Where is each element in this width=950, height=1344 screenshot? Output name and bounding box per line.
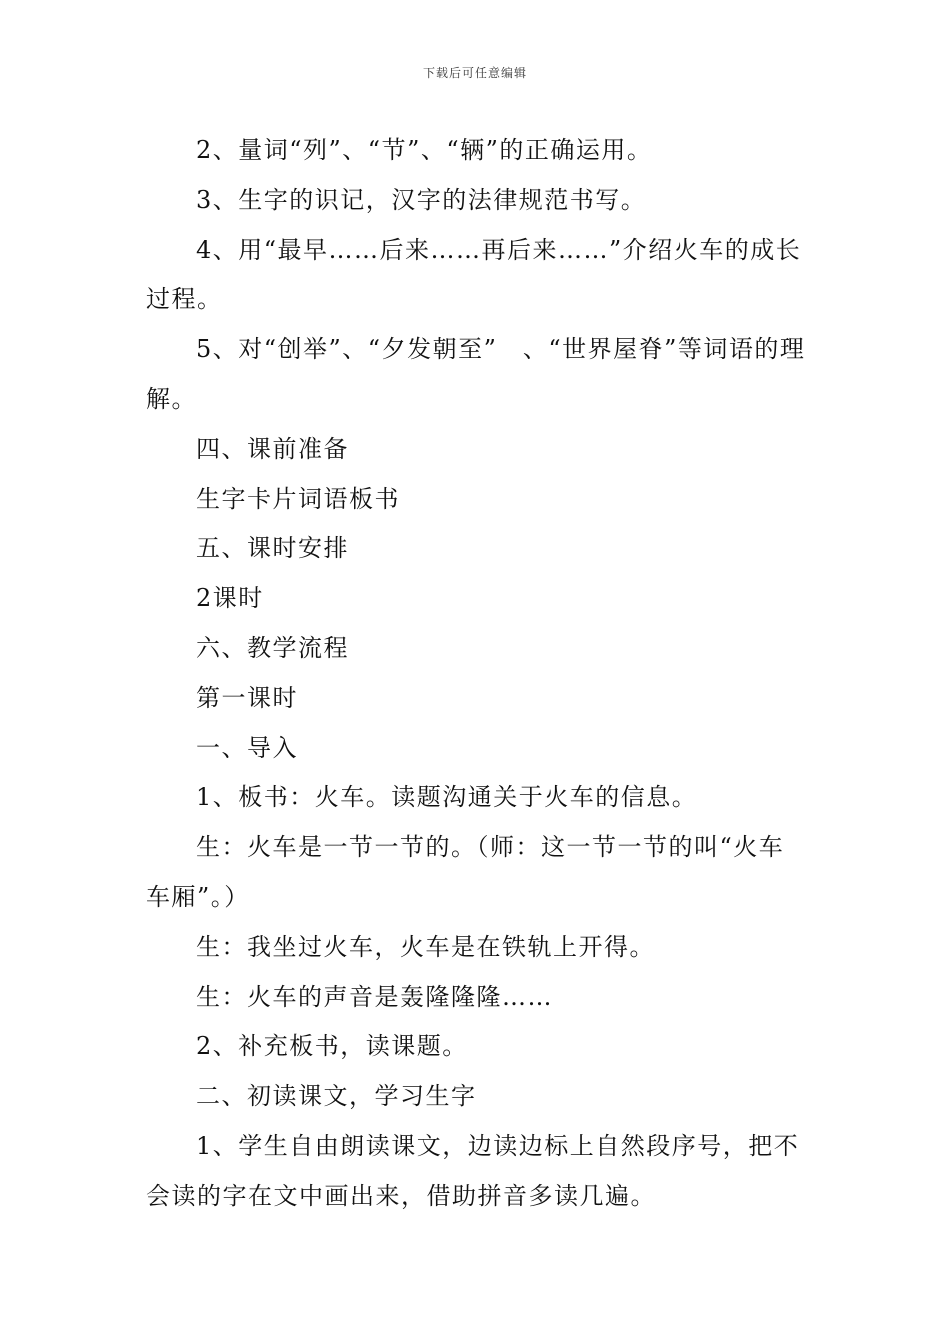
section-heading: 一、导入 bbox=[196, 733, 298, 762]
paragraph: 5、对“创举”、“夕发朝至” 、“世界屋脊”等词语的理解。 bbox=[146, 335, 806, 413]
paragraph: 生：火车是一节一节的。（师：这一节一节的叫“火车车厢”。） bbox=[146, 833, 785, 911]
document-body bbox=[146, 126, 806, 1222]
section-heading: 六、教学流程 bbox=[196, 633, 349, 662]
paragraph: 生字卡片词语板书 bbox=[196, 484, 400, 513]
page-header: 下载后可任意编辑 bbox=[422, 66, 527, 80]
section-heading: 第一课时 bbox=[196, 683, 298, 712]
paragraph: 2、量词“列”、“节”、“辆”的正确运用。 bbox=[196, 136, 653, 164]
paragraph: 生：火车的声音是轰隆隆隆…… bbox=[196, 982, 553, 1011]
paragraph: 1、学生自由朗读课文，边读边标上自然段序号，把不会读的字在文中画出来，借助拼音多读几遍。 bbox=[146, 1131, 800, 1210]
paragraph: 2、补充板书，读课题。 bbox=[196, 1032, 468, 1061]
paragraph: 生：我坐过火车，火车是在铁轨上开得。 bbox=[196, 932, 655, 961]
paragraph: 3、生字的识记，汉字的法律规范书写。 bbox=[196, 185, 647, 214]
section-heading: 五、课时安排 bbox=[196, 534, 349, 563]
paragraph: 4、用“最早……后来……再后来……”介绍火车的成长过程。 bbox=[146, 235, 802, 314]
section-heading: 二、初读课文，学习生字 bbox=[196, 1082, 477, 1111]
paragraph: 1、板书：火车。读题沟通关于火车的信息。 bbox=[196, 783, 698, 812]
section-heading: 四、课前准备 bbox=[196, 434, 349, 463]
paragraph: 2课时 bbox=[196, 584, 264, 613]
